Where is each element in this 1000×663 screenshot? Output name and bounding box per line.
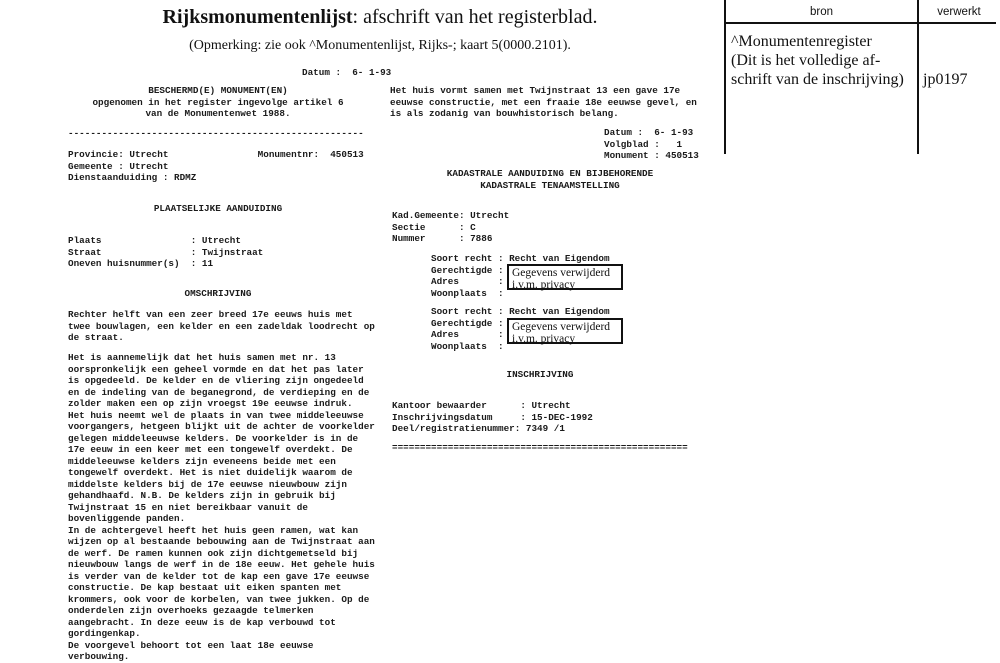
text-line: is verder van de kelder tot de kap een gave 17e eeuwse: [68, 570, 370, 582]
text-line: Monument : 450513: [604, 150, 699, 161]
text-line: bovenliggende panden.: [68, 513, 186, 524]
text-line: krommers, ook voor de korbelen, van twee jukken. Op de: [68, 593, 370, 605]
text-line: constructie. De kap bestaat uit eiken spanten met: [68, 582, 342, 593]
bron-cell: ^Monumentenregister (Dit is het volledige af- schrift van de inschrijving): [731, 33, 904, 88]
right-para: [390, 85, 697, 120]
text-line: Het is aannemelijk dat het huis samen met nr. 13: [68, 352, 336, 363]
left-datum: Datum : 6- 1-93: [302, 67, 392, 78]
text-line: van de Monumentenwet 1988.: [145, 108, 291, 119]
text-line: Nummer : 7886: [392, 233, 493, 244]
text-line: Volgblad : 1: [604, 138, 683, 150]
text-line: 17e eeuw in een keer met een tongewelf overdekt. De: [68, 444, 353, 455]
table-header-divider: [724, 22, 996, 24]
text-line: Gerechtigde :: [431, 317, 504, 329]
redacted-box: Gegevens verwijderd i.v.m. privacy: [507, 318, 623, 344]
inschrijving-heading: INSCHRIJVING: [506, 369, 574, 380]
text-line: tongewelf overdekt. Het is niet duidelijk waarom de: [68, 467, 353, 478]
plaats-heading: PLAATSELIJKE AANDUIDING: [153, 203, 283, 214]
text-line: oorspronkelijk een geheel vormde en dat het pas later: [68, 363, 364, 375]
text-line: Soort recht : Recht van Eigendom: [431, 253, 610, 264]
kadaster-block: [392, 210, 509, 245]
text-line: Provincie: Utrecht Monumentnr: 450513: [68, 149, 364, 160]
text-line: gelegen middeleeuwse kelders. De voorkelder is in de: [68, 432, 359, 444]
inschrijving-block: [392, 400, 593, 435]
register-heading: [68, 85, 368, 120]
title-rest: : afschrift van het registerblad.: [352, 6, 598, 28]
text-line: middeleeuwse kelders zijn eveneens beide met een: [68, 455, 336, 467]
text-line: voorgangers, hetgeen blijkt uit de achter de voorkelder: [68, 421, 375, 432]
text-line: Gerechtigde :: [431, 264, 504, 276]
text-line: en de indeling van de beganegrond, de verdieping en de: [68, 386, 370, 398]
text-line: Adres :: [431, 329, 504, 340]
column-header-bron: bron: [809, 6, 834, 18]
text-line: Rechter helft van een zeer breed 17e eeuws huis met: [68, 309, 353, 320]
text-line: Deel/registratienummer: 7349 /1: [392, 423, 565, 434]
right-meta: [604, 127, 699, 162]
omschrijving-heading: OMSCHRIJVING: [184, 288, 252, 299]
admin-block: [68, 149, 364, 184]
separator-equals: =====================================================: [392, 442, 688, 453]
title-bold: Rijksmonumentenlijst: [162, 6, 353, 28]
text-line: middelste kelders bij de 17e eeuwse nieuwbouw zijn: [68, 478, 347, 490]
text-line: is als zodanig van bouwhistorisch belang.: [390, 108, 619, 119]
text-line: Oneven huisnummer(s) : 11: [68, 258, 214, 269]
text-line: twee bouwlagen, een kelder en een zadeldak loodrecht op: [68, 320, 375, 332]
text-line: aangebracht. In deze eeuw is de kap verbouwd tot: [68, 616, 336, 628]
text-line: Dienstaanduiding : RDMZ: [68, 172, 197, 183]
text-line: Gemeente : Utrecht: [68, 160, 169, 172]
text-line: BESCHERMD(E) MONUMENT(EN): [148, 85, 288, 96]
text-line: Kad.Gemeente: Utrecht: [392, 210, 510, 221]
text-line: KADASTRALE AANDUIDING EN BIJBEHORENDE: [446, 168, 654, 179]
text-line: Kantoor bewaarder : Utrecht: [392, 400, 571, 411]
verwerkt-cell: jp0197: [923, 71, 968, 88]
redacted-box: Gegevens verwijderd i.v.m. privacy: [507, 264, 623, 290]
page-title: [0, 6, 760, 29]
text-line: Adres :: [431, 276, 504, 287]
text-line: gehandhaafd. N.B. De kelders zijn in gebruik bij: [68, 490, 336, 501]
omschrijving-para-2: [68, 352, 375, 663]
text-line: De voorgevel behoort tot een laat 18e eeuwse: [68, 639, 314, 651]
text-line: Inschrijvingsdatum : 15-DEC-1992: [392, 411, 593, 423]
text-line: In de achtergevel heeft het huis geen ramen, wat kan: [68, 524, 359, 536]
text-line: Sectie : C: [392, 221, 476, 233]
separator-dashes: -----------------------------------------------------: [68, 128, 364, 139]
text-line: Woonplaats :: [431, 340, 504, 352]
text-line: zolder maken een op zijn vroegst 19e eeuwse indruk.: [68, 398, 353, 409]
text-line: KADASTRALE TENAAMSTELLING: [480, 179, 620, 191]
text-line: gordingenkap.: [68, 628, 141, 639]
column-header-verwerkt: verwerkt: [937, 6, 981, 18]
text-line: Soort recht : Recht van Eigendom: [431, 306, 610, 317]
text-line: Datum : 6- 1-93: [604, 127, 694, 138]
text-line: onderdelen zijn overhoeks gezaagde telmerken: [68, 605, 314, 616]
kadaster-heading: [390, 168, 710, 191]
text-line: Het huis vormt samen met Twijnstraat 13 een gave 17e: [390, 85, 681, 96]
text-line: verbouwing.: [68, 651, 130, 662]
text-line: Plaats : Utrecht: [68, 235, 241, 246]
text-line: is opgedeeld. De kelder en de vliering zijn ongedeeld: [68, 375, 364, 386]
text-line: eeuwse constructie, met een fraaie 18e eeuwse gevel, en: [390, 96, 697, 108]
text-line: Straat : Twijnstraat: [68, 246, 264, 258]
text-line: Twijnstraat 15 en niet bereikbaar vanuit de: [68, 501, 308, 513]
text-line: Het huis neemt wel de plaats in van twee middeleeuwse: [68, 409, 364, 421]
subtitle: (Opmerking: zie ook ^Monumentenlijst, Rijks-; kaart 5(0000.2101).: [189, 38, 571, 53]
text-line: Woonplaats :: [431, 287, 504, 299]
omschrijving-para-1: [68, 309, 375, 344]
text-line: de straat.: [68, 332, 124, 343]
text-line: de werf. De ramen kunnen ook zijn dichtgemetseld bij: [68, 547, 359, 559]
text-line: wijzen op al bestaande bebouwing aan de Twijnstraat aan: [68, 536, 375, 547]
plaats-block: [68, 235, 263, 270]
text-line: opgenomen in het register ingevolge artikel 6: [92, 96, 344, 108]
text-line: nieuwbouw langs de werf in de 18e eeuw. Het gehele huis: [68, 559, 375, 570]
